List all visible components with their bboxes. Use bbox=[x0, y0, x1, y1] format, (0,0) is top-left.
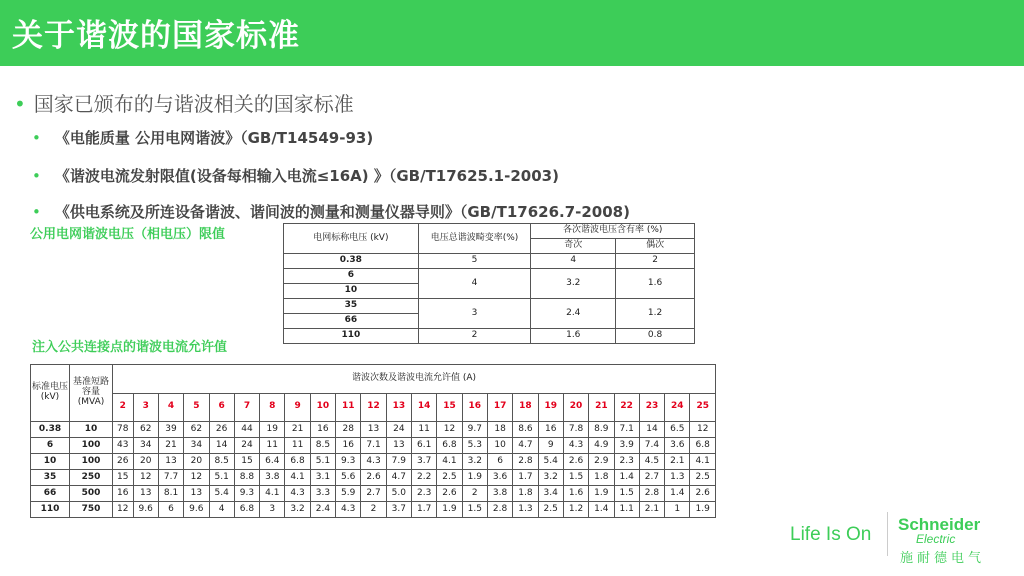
current-value-cell: 16 bbox=[310, 422, 335, 438]
current-value-cell: 6.8 bbox=[234, 502, 259, 518]
current-value-cell: 8.5 bbox=[209, 454, 234, 470]
harmonic-order-cell: 14 bbox=[412, 393, 437, 422]
current-value-cell: 13 bbox=[184, 486, 209, 502]
current-value-cell: 2.7 bbox=[639, 470, 664, 486]
current-value-cell: 1 bbox=[665, 502, 690, 518]
capacity-cell: 750 bbox=[70, 502, 113, 518]
current-value-cell: 7.1 bbox=[614, 422, 639, 438]
current-value-cell: 5.1 bbox=[310, 454, 335, 470]
table-header-cell: 标准电压(kV) bbox=[31, 365, 70, 422]
table-row bbox=[284, 299, 695, 314]
current-value-cell: 2.4 bbox=[310, 502, 335, 518]
current-value-cell: 18 bbox=[487, 422, 512, 438]
voltage-cell: 110 bbox=[31, 502, 70, 518]
current-value-cell: 6 bbox=[487, 454, 512, 470]
current-value-cell: 2.8 bbox=[487, 502, 512, 518]
current-value-cell: 12 bbox=[690, 422, 716, 438]
current-value-cell: 4.7 bbox=[513, 438, 538, 454]
current-value-cell: 5.1 bbox=[209, 470, 234, 486]
current-value-cell: 5.3 bbox=[462, 438, 487, 454]
current-value-cell: 9.6 bbox=[184, 502, 209, 518]
current-value-cell: 39 bbox=[158, 422, 183, 438]
main-bullet-text: 国家已颁布的与谐波相关的国家标准 bbox=[33, 92, 354, 116]
current-value-cell: 8.6 bbox=[513, 422, 538, 438]
current-value-cell: 1.5 bbox=[563, 470, 588, 486]
brand-chinese-name: 施耐德电气 bbox=[900, 551, 986, 566]
harmonic-order-cell: 17 bbox=[487, 393, 512, 422]
current-value-cell: 43 bbox=[113, 438, 134, 454]
harmonic-order-cell: 22 bbox=[614, 393, 639, 422]
current-value-cell: 7.7 bbox=[158, 470, 183, 486]
current-value-cell: 6.4 bbox=[260, 454, 285, 470]
harmonic-order-cell: 23 bbox=[639, 393, 664, 422]
current-value-cell: 2.5 bbox=[437, 470, 462, 486]
current-value-cell: 19 bbox=[260, 422, 285, 438]
standard-item-1 bbox=[32, 127, 373, 148]
current-value-cell: 34 bbox=[184, 438, 209, 454]
table-cell: 2 bbox=[616, 254, 695, 269]
current-value-cell: 11 bbox=[412, 422, 437, 438]
voltage-cell: 0.38 bbox=[31, 422, 70, 438]
current-limit-table bbox=[30, 364, 716, 518]
harmonic-order-cell: 5 bbox=[184, 393, 209, 422]
table-cell: 110 bbox=[284, 329, 419, 344]
current-value-cell: 4 bbox=[209, 502, 234, 518]
current-value-cell: 6 bbox=[158, 502, 183, 518]
current-value-cell: 3.2 bbox=[285, 502, 310, 518]
table-header-cell: 基准短路容量(MVA) bbox=[70, 365, 113, 422]
current-value-cell: 2 bbox=[361, 502, 386, 518]
current-value-cell: 4.9 bbox=[589, 438, 614, 454]
current-value-cell: 44 bbox=[234, 422, 259, 438]
table-cell: 1.6 bbox=[531, 329, 616, 344]
harmonic-order-cell: 10 bbox=[310, 393, 335, 422]
current-value-cell: 1.4 bbox=[614, 470, 639, 486]
current-value-cell: 1.1 bbox=[614, 502, 639, 518]
table-cell: 10 bbox=[284, 284, 419, 299]
current-value-cell: 2.5 bbox=[538, 502, 563, 518]
current-value-cell: 7.9 bbox=[386, 454, 411, 470]
harmonic-order-cell: 8 bbox=[260, 393, 285, 422]
current-value-cell: 4.1 bbox=[690, 454, 716, 470]
current-value-cell: 21 bbox=[158, 438, 183, 454]
current-value-cell: 2 bbox=[462, 486, 487, 502]
voltage-cell: 10 bbox=[31, 454, 70, 470]
table1-label: 公用电网谐波电压（相电压）限值 bbox=[30, 227, 226, 242]
standard-item-2 bbox=[32, 165, 559, 186]
current-value-cell: 24 bbox=[386, 422, 411, 438]
table-cell: 0.8 bbox=[616, 329, 695, 344]
harmonic-order-cell: 12 bbox=[361, 393, 386, 422]
current-value-cell: 9.3 bbox=[234, 486, 259, 502]
current-value-cell: 3.6 bbox=[665, 438, 690, 454]
current-value-cell: 62 bbox=[133, 422, 158, 438]
current-value-cell: 2.6 bbox=[361, 470, 386, 486]
current-value-cell: 7.4 bbox=[639, 438, 664, 454]
current-value-cell: 9.7 bbox=[462, 422, 487, 438]
table-header-cell: 偶次 bbox=[616, 239, 695, 254]
table-cell: 4 bbox=[531, 254, 616, 269]
current-value-cell: 3.3 bbox=[310, 486, 335, 502]
current-value-cell: 3.2 bbox=[462, 454, 487, 470]
current-value-cell: 8.8 bbox=[234, 470, 259, 486]
current-value-cell: 1.9 bbox=[462, 470, 487, 486]
standard-item-3 bbox=[32, 201, 630, 222]
current-value-cell: 4.1 bbox=[285, 470, 310, 486]
voltage-cell: 66 bbox=[31, 486, 70, 502]
current-value-cell: 15 bbox=[113, 470, 134, 486]
current-value-cell: 4.3 bbox=[563, 438, 588, 454]
current-value-cell: 2.3 bbox=[412, 486, 437, 502]
current-value-cell: 6.8 bbox=[285, 454, 310, 470]
current-value-cell: 3.9 bbox=[614, 438, 639, 454]
current-value-cell: 3.7 bbox=[386, 502, 411, 518]
page-title: 关于谐波的国家标准 bbox=[12, 18, 300, 54]
current-value-cell: 4.1 bbox=[437, 454, 462, 470]
current-value-cell: 8.5 bbox=[310, 438, 335, 454]
capacity-cell: 250 bbox=[70, 470, 113, 486]
current-value-cell: 26 bbox=[113, 454, 134, 470]
current-value-cell: 6.8 bbox=[690, 438, 716, 454]
current-value-cell: 3.1 bbox=[310, 470, 335, 486]
current-value-cell: 2.2 bbox=[412, 470, 437, 486]
table-cell: 66 bbox=[284, 314, 419, 329]
current-value-cell: 4.7 bbox=[386, 470, 411, 486]
current-value-cell: 13 bbox=[361, 422, 386, 438]
harmonic-order-cell: 2 bbox=[113, 393, 134, 422]
harmonic-order-cell: 9 bbox=[285, 393, 310, 422]
bullet-dot-icon: • bbox=[14, 92, 26, 116]
standard-item-text: 《谐波电流发射限值(设备每相输入电流≤16A) 》（GB/T17625.1-2003) bbox=[54, 167, 559, 185]
current-value-cell: 1.3 bbox=[665, 470, 690, 486]
current-value-cell: 11 bbox=[285, 438, 310, 454]
current-value-cell: 5.0 bbox=[386, 486, 411, 502]
current-value-cell: 13 bbox=[158, 454, 183, 470]
current-value-cell: 21 bbox=[285, 422, 310, 438]
harmonic-order-cell: 18 bbox=[513, 393, 538, 422]
main-bullet bbox=[14, 88, 354, 117]
voltage-limit-table bbox=[283, 223, 695, 344]
harmonic-order-cell: 11 bbox=[336, 393, 361, 422]
table-cell: 2 bbox=[418, 329, 531, 344]
current-value-cell: 5.4 bbox=[209, 486, 234, 502]
table-row bbox=[31, 438, 716, 454]
current-value-cell: 14 bbox=[639, 422, 664, 438]
current-value-cell: 12 bbox=[113, 502, 134, 518]
current-value-cell: 2.3 bbox=[614, 454, 639, 470]
table-row bbox=[31, 470, 716, 486]
table-row bbox=[284, 254, 695, 269]
harmonic-order-cell: 4 bbox=[158, 393, 183, 422]
life-is-on-slogan: Life Is On bbox=[790, 524, 872, 545]
current-value-cell: 11 bbox=[260, 438, 285, 454]
schneider-logo: Schneider bbox=[898, 515, 981, 534]
current-value-cell: 20 bbox=[133, 454, 158, 470]
harmonic-order-cell: 13 bbox=[386, 393, 411, 422]
table-header-cell: 各次谐波电压含有率 (%) bbox=[531, 224, 695, 239]
table-row bbox=[31, 486, 716, 502]
current-value-cell: 34 bbox=[133, 438, 158, 454]
current-value-cell: 1.8 bbox=[513, 486, 538, 502]
current-value-cell: 1.5 bbox=[462, 502, 487, 518]
current-value-cell: 1.3 bbox=[513, 502, 538, 518]
capacity-cell: 100 bbox=[70, 454, 113, 470]
bullet-dot-icon: • bbox=[32, 203, 41, 221]
table-header-cell: 奇次 bbox=[531, 239, 616, 254]
current-value-cell: 9 bbox=[538, 438, 563, 454]
harmonic-order-cell: 6 bbox=[209, 393, 234, 422]
current-value-cell: 3.8 bbox=[487, 486, 512, 502]
title-bar bbox=[0, 0, 1024, 66]
table2-label: 注入公共连接点的谐波电流允许值 bbox=[32, 340, 228, 355]
table-cell: 1.2 bbox=[616, 299, 695, 329]
table-cell: 6 bbox=[284, 269, 419, 284]
table-row bbox=[284, 329, 695, 344]
current-value-cell: 2.1 bbox=[639, 502, 664, 518]
capacity-cell: 500 bbox=[70, 486, 113, 502]
current-value-cell: 2.6 bbox=[690, 486, 716, 502]
current-value-cell: 6.8 bbox=[437, 438, 462, 454]
harmonic-order-cell: 21 bbox=[589, 393, 614, 422]
current-value-cell: 2.1 bbox=[665, 454, 690, 470]
current-value-cell: 4.3 bbox=[285, 486, 310, 502]
current-value-cell: 12 bbox=[437, 422, 462, 438]
current-value-cell: 16 bbox=[113, 486, 134, 502]
current-value-cell: 3.7 bbox=[412, 454, 437, 470]
table-row bbox=[284, 269, 695, 284]
current-value-cell: 9.3 bbox=[336, 454, 361, 470]
harmonic-order-cell: 3 bbox=[133, 393, 158, 422]
electric-logo-text: Electric bbox=[916, 532, 956, 546]
current-value-cell: 1.9 bbox=[437, 502, 462, 518]
harmonic-order-cell: 16 bbox=[462, 393, 487, 422]
table-row bbox=[31, 422, 716, 438]
current-value-cell: 2.6 bbox=[563, 454, 588, 470]
current-value-cell: 5.9 bbox=[336, 486, 361, 502]
current-value-cell: 1.6 bbox=[563, 486, 588, 502]
current-value-cell: 3.2 bbox=[538, 470, 563, 486]
current-value-cell: 1.7 bbox=[513, 470, 538, 486]
current-value-cell: 1.5 bbox=[614, 486, 639, 502]
capacity-cell: 10 bbox=[70, 422, 113, 438]
current-value-cell: 1.9 bbox=[690, 502, 716, 518]
table-header-cell: 电网标称电压 (kV) bbox=[284, 224, 419, 254]
capacity-cell: 100 bbox=[70, 438, 113, 454]
current-value-cell: 24 bbox=[234, 438, 259, 454]
current-value-cell: 7.8 bbox=[563, 422, 588, 438]
voltage-cell: 6 bbox=[31, 438, 70, 454]
current-value-cell: 2.5 bbox=[690, 470, 716, 486]
current-value-cell: 5.4 bbox=[538, 454, 563, 470]
current-value-cell: 1.7 bbox=[412, 502, 437, 518]
current-value-cell: 6.1 bbox=[412, 438, 437, 454]
harmonic-order-cell: 24 bbox=[665, 393, 690, 422]
current-value-cell: 2.7 bbox=[361, 486, 386, 502]
bullet-dot-icon: • bbox=[32, 129, 41, 147]
standard-item-text: 《供电系统及所连设备谐波、谐间波的测量和测量仪器导则》（GB/T17626.7-2008) bbox=[54, 203, 630, 221]
current-value-cell: 8.1 bbox=[158, 486, 183, 502]
bullet-dot-icon: • bbox=[32, 167, 41, 185]
current-value-cell: 14 bbox=[209, 438, 234, 454]
standard-item-text: 《电能质量 公用电网谐波》（GB/T14549-93) bbox=[54, 129, 374, 147]
current-value-cell: 4.3 bbox=[336, 502, 361, 518]
table-cell: 35 bbox=[284, 299, 419, 314]
table-cell: 0.38 bbox=[284, 254, 419, 269]
current-value-cell: 3.8 bbox=[260, 470, 285, 486]
table-cell: 4 bbox=[418, 269, 531, 299]
current-value-cell: 2.9 bbox=[589, 454, 614, 470]
current-value-cell: 3.4 bbox=[538, 486, 563, 502]
current-value-cell: 16 bbox=[336, 438, 361, 454]
current-value-cell: 7.1 bbox=[361, 438, 386, 454]
table-cell: 3 bbox=[418, 299, 531, 329]
table-row bbox=[31, 454, 716, 470]
current-value-cell: 1.2 bbox=[563, 502, 588, 518]
table-cell: 1.6 bbox=[616, 269, 695, 299]
current-value-cell: 78 bbox=[113, 422, 134, 438]
current-value-cell: 9.6 bbox=[133, 502, 158, 518]
current-value-cell: 1.8 bbox=[589, 470, 614, 486]
table-row bbox=[31, 502, 716, 518]
current-value-cell: 4.3 bbox=[361, 454, 386, 470]
table-cell: 5 bbox=[418, 254, 531, 269]
table-header-cell: 电压总谐波畸变率(%) bbox=[418, 224, 531, 254]
current-value-cell: 2.8 bbox=[513, 454, 538, 470]
voltage-cell: 35 bbox=[31, 470, 70, 486]
current-value-cell: 2.6 bbox=[437, 486, 462, 502]
current-value-cell: 1.9 bbox=[589, 486, 614, 502]
harmonic-order-cell: 15 bbox=[437, 393, 462, 422]
current-value-cell: 16 bbox=[538, 422, 563, 438]
current-value-cell: 13 bbox=[386, 438, 411, 454]
current-value-cell: 12 bbox=[184, 470, 209, 486]
current-value-cell: 2.8 bbox=[639, 486, 664, 502]
current-value-cell: 5.6 bbox=[336, 470, 361, 486]
current-value-cell: 62 bbox=[184, 422, 209, 438]
current-value-cell: 1.4 bbox=[589, 502, 614, 518]
current-value-cell: 3.6 bbox=[487, 470, 512, 486]
harmonic-order-cell: 7 bbox=[234, 393, 259, 422]
harmonic-order-cell: 25 bbox=[690, 393, 716, 422]
table-cell: 3.2 bbox=[531, 269, 616, 299]
harmonic-order-cell: 19 bbox=[538, 393, 563, 422]
current-value-cell: 4.5 bbox=[639, 454, 664, 470]
table-cell: 2.4 bbox=[531, 299, 616, 329]
harmonic-order-cell: 20 bbox=[563, 393, 588, 422]
current-value-cell: 20 bbox=[184, 454, 209, 470]
table-header-cell: 谐波次数及谐波电流允许值 (A) bbox=[113, 365, 716, 394]
current-value-cell: 6.5 bbox=[665, 422, 690, 438]
current-value-cell: 28 bbox=[336, 422, 361, 438]
current-value-cell: 4.1 bbox=[260, 486, 285, 502]
current-value-cell: 13 bbox=[133, 486, 158, 502]
current-value-cell: 3 bbox=[260, 502, 285, 518]
current-value-cell: 15 bbox=[234, 454, 259, 470]
current-value-cell: 10 bbox=[487, 438, 512, 454]
current-value-cell: 12 bbox=[133, 470, 158, 486]
footer-divider bbox=[887, 512, 888, 556]
current-value-cell: 8.9 bbox=[589, 422, 614, 438]
current-value-cell: 1.4 bbox=[665, 486, 690, 502]
current-value-cell: 26 bbox=[209, 422, 234, 438]
